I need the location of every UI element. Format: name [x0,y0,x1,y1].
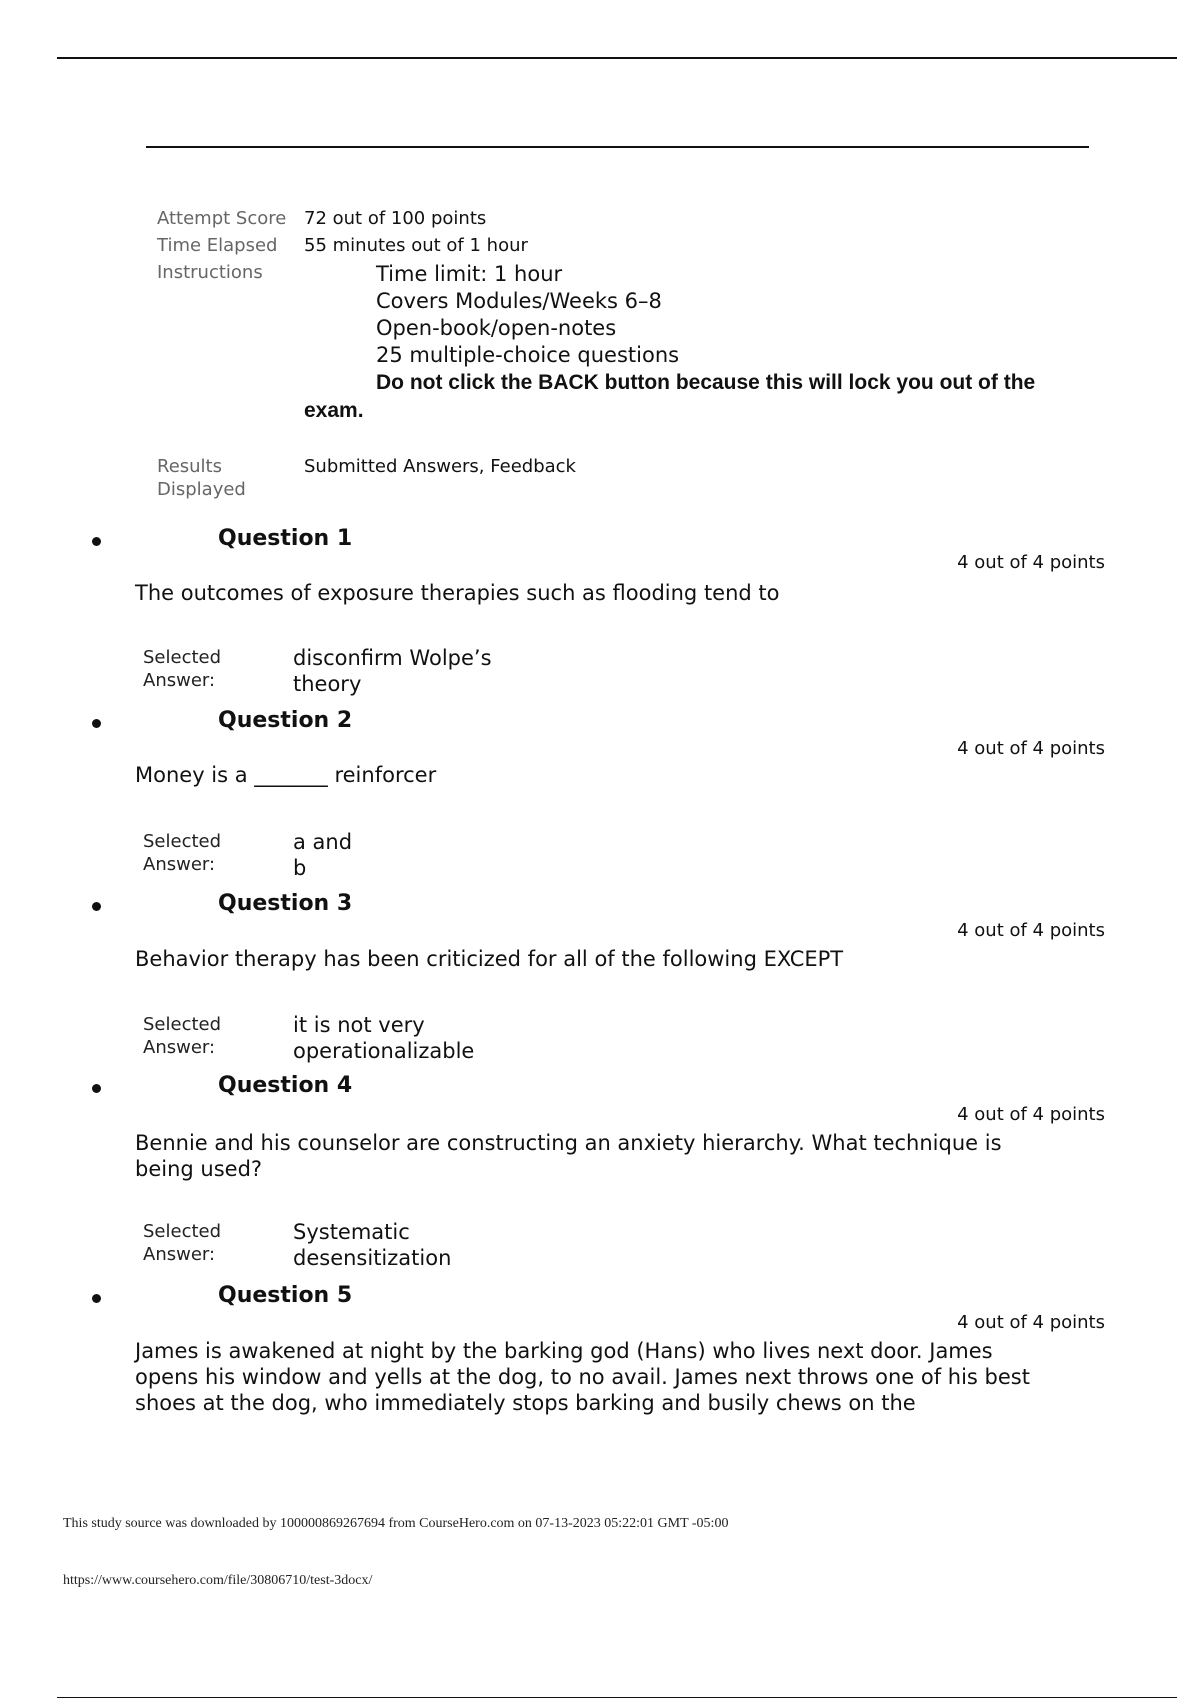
instructions-content [304,261,1084,425]
selected-answer-value: a and b [293,830,353,880]
question-points: 4 out of 4 points [957,920,1105,941]
question-points: 4 out of 4 points [957,1104,1105,1125]
instruction-modules: Covers Modules/Weeks 6–8 [376,289,662,313]
bullet-icon [92,1294,101,1303]
attempt-score-row [157,207,1087,230]
question-text: James is awakened at night by the barking god (Hans) who lives next door. James opens his window and yells at the dog, to no avail. James next throws one of his best shoes at the dog, who immediately stops barking and busily chews on the [135,1339,1030,1415]
selected-answer-value: it is not very operationalizable [293,1013,475,1063]
instruction-question-count: 25 multiple-choice questions [376,343,680,367]
instruction-back-warning: Do not click the BACK button because this will lock you out of the exam. [304,371,1036,422]
question-points: 4 out of 4 points [957,552,1105,573]
instruction-time-limit: Time limit: 1 hour [376,262,563,286]
question-text: Money is a _______ reinforcer [135,763,437,787]
question-title: Question 3 [218,891,353,916]
question-title: Question 2 [218,708,353,733]
selected-answer [143,829,363,881]
question-text: Bennie and his counselor are constructing an anxiety hierarchy. What technique is being used? [135,1131,1002,1181]
time-elapsed-value: 55 minutes out of 1 hour [304,235,528,256]
question-points: 4 out of 4 points [957,1312,1105,1333]
download-source-note: This study source was downloaded by 100000869267694 from CourseHero.com on 07-13-2023 05:22:01 GMT -05:00 [63,1516,729,1531]
question-title: Question 4 [218,1073,353,1098]
bullet-icon [92,1084,101,1093]
selected-answer-label: Selected Answer: [143,831,222,875]
question-title: Question 5 [218,1283,353,1308]
selected-answer-value: Systematic desensitization [293,1220,452,1270]
selected-answer-value: disconfirm Wolpe’s theory [293,646,492,696]
results-displayed-row [157,455,1087,501]
bullet-icon [92,537,101,546]
question-title: Question 1 [218,526,353,551]
selected-answer [143,645,523,697]
attempt-score-label: Attempt Score [157,208,287,229]
attempt-score-value: 72 out of 100 points [304,208,487,229]
header-divider [146,146,1089,148]
instruction-open-book: Open-book/open-notes [376,316,617,340]
time-elapsed-label: Time Elapsed [157,235,278,256]
bullet-icon [92,719,101,728]
selected-answer-label: Selected Answer: [143,647,222,691]
bullet-icon [92,902,101,911]
time-elapsed-row [157,234,1087,257]
attempt-summary [157,207,1087,501]
question-points: 4 out of 4 points [957,738,1105,759]
instructions-row [157,261,1087,425]
selected-answer [143,1219,463,1271]
question-text: Behavior therapy has been criticized for all of the following EXCEPT [135,947,844,971]
selected-answer-label: Selected Answer: [143,1221,222,1265]
question-text: The outcomes of exposure therapies such as flooding tend to [135,581,780,605]
bottom-divider [57,1697,1177,1698]
top-divider [57,57,1177,59]
results-displayed-value: Submitted Answers, Feedback [304,456,576,477]
selected-answer [143,1012,493,1064]
selected-answer-label: Selected Answer: [143,1014,222,1058]
instructions-label: Instructions [157,262,263,283]
source-url: https://www.coursehero.com/file/30806710/test-3docx/ [63,1573,373,1588]
results-displayed-label: Results Displayed [157,456,246,500]
